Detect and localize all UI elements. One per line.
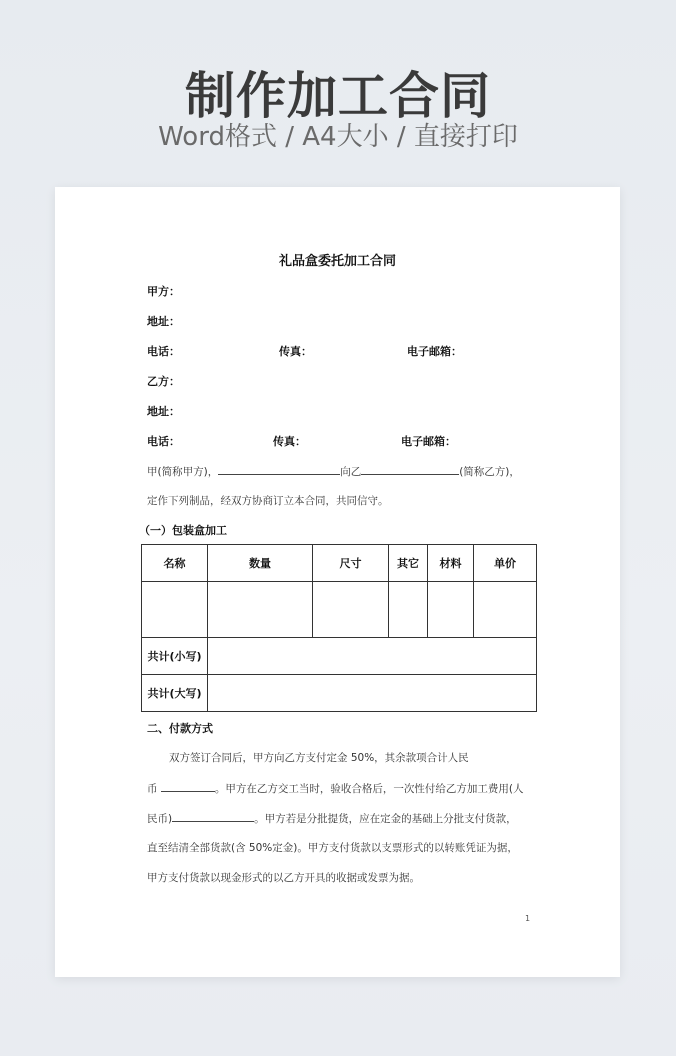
cell-material[interactable]	[428, 582, 474, 638]
page-number: 1	[525, 914, 531, 923]
total-small-row	[142, 638, 537, 675]
total-large-label: 共计(大写)	[142, 675, 208, 712]
party-b-address-label: 地址：	[147, 405, 180, 418]
intro-part-2: 向乙	[340, 466, 362, 478]
header-other: 其它	[389, 545, 428, 582]
party-b-phone-label: 电话：	[147, 435, 180, 448]
party-a-email-label: 电子邮箱：	[407, 345, 462, 358]
payment-line-3-post: 。甲方若是分批提货，应在定金的基础上分批支付货款，	[254, 813, 517, 825]
cell-unit-price[interactable]	[474, 582, 537, 638]
goods-table	[141, 544, 537, 712]
promo-subtitle: Word格式 / A4大小 / 直接打印	[158, 122, 518, 152]
payment-line-2-post: 。甲方在乙方交工当时，验收合格后，一次性付给乙方加工费用(人	[214, 783, 524, 795]
total-small-label: 共计(小写)	[142, 638, 208, 675]
payment-line-4: 直至结清全部货款(含 50%定金)。甲方支付货款以支票形式的以转账凭证为据，	[147, 842, 518, 854]
promo-title: 制作加工合同	[185, 67, 491, 125]
document-title: 礼品盒委托加工合同	[278, 254, 396, 269]
party-b-label: 乙方：	[147, 375, 180, 388]
party-a-phone-label: 电话：	[147, 345, 180, 358]
intro-line-2: 定作下列制品，经双方协商订立本合同，共同信守。	[147, 495, 389, 507]
payment-line-5: 甲方支付货款以现金形式的以乙方开具的收据或发票为据。	[147, 872, 420, 884]
party-a-fax-label: 传真：	[279, 345, 312, 358]
section-2-heading: 二、付款方式	[147, 722, 213, 735]
table-header-row	[142, 545, 537, 582]
cell-quantity[interactable]	[208, 582, 313, 638]
header-size: 尺寸	[313, 545, 389, 582]
party-a-label: 甲方：	[147, 285, 180, 298]
party-a-address-label: 地址：	[147, 315, 180, 328]
header-unit-price: 单价	[474, 545, 537, 582]
total-large-value[interactable]	[208, 675, 537, 712]
cell-name[interactable]	[142, 582, 208, 638]
payment-line-3	[147, 810, 517, 826]
party-b-fax-label: 传真：	[273, 435, 306, 448]
cell-other[interactable]	[389, 582, 428, 638]
total-small-value[interactable]	[208, 638, 537, 675]
header-material: 材料	[428, 545, 474, 582]
intro-part-1: 甲(简称甲方)，	[147, 466, 219, 478]
header-quantity: 数量	[208, 545, 313, 582]
payment-line-1: 双方签订合同后，甲方向乙方支付定金 50%，其余款项合计人民	[169, 752, 469, 764]
rmb-amount-blank-2[interactable]	[172, 810, 254, 822]
intro-part-3: (简称乙方)，	[459, 466, 520, 478]
payment-line-2-pre: 币	[147, 783, 158, 795]
party-a-name-blank[interactable]	[218, 463, 340, 475]
section-1-heading: （一）包装盒加工	[139, 524, 227, 537]
cell-size[interactable]	[313, 582, 389, 638]
table-row	[142, 582, 537, 638]
rmb-amount-blank-1[interactable]	[161, 780, 215, 792]
intro-line-1	[147, 463, 520, 479]
payment-line-3-pre: 民币)	[147, 813, 173, 825]
document-page	[55, 187, 620, 977]
payment-line-2	[147, 780, 523, 796]
party-b-email-label: 电子邮箱：	[401, 435, 456, 448]
total-large-row	[142, 675, 537, 712]
party-b-name-blank[interactable]	[361, 463, 459, 475]
header-name: 名称	[142, 545, 208, 582]
